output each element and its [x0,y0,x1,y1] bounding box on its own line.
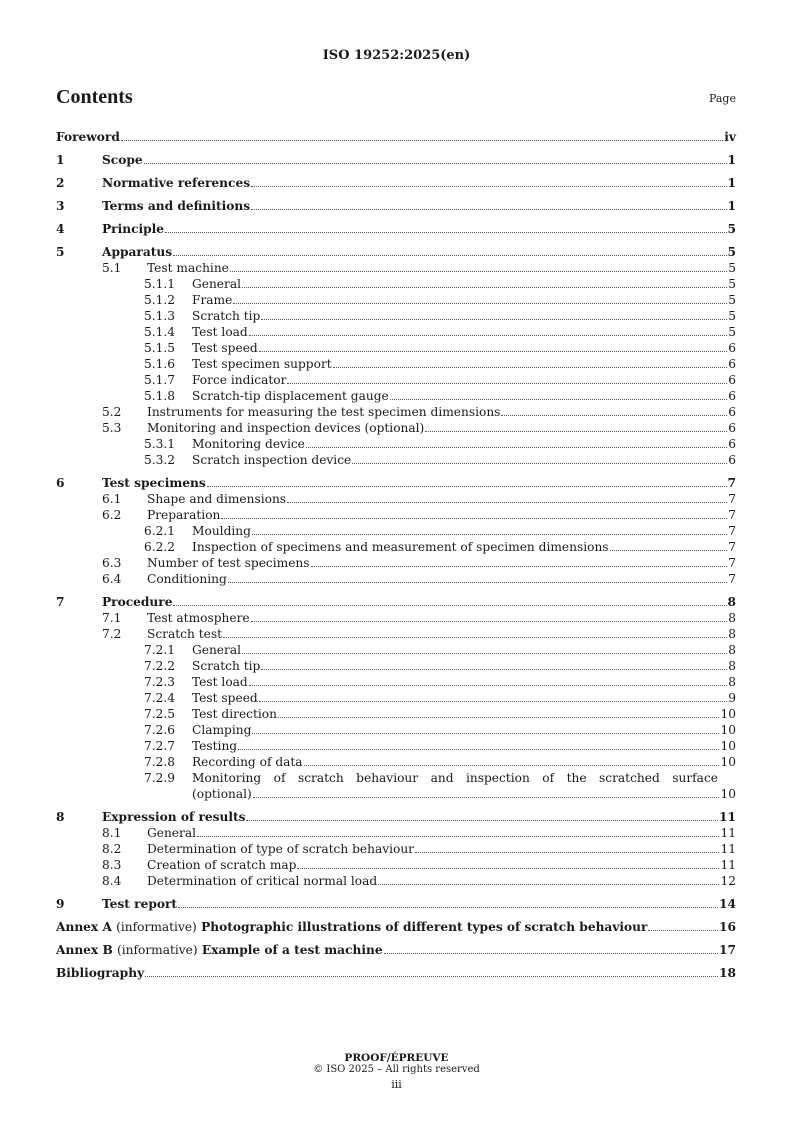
toc-title: Normative references [102,176,251,190]
copyright-notice: © ISO 2025 – All rights reserved [313,1064,480,1075]
toc-page: 8 [728,643,736,657]
toc-entry[interactable] [56,841,736,857]
toc-number: 7.2.2 [144,659,176,673]
annex-label: Annex A [56,920,112,934]
dot-leader [197,835,719,837]
toc-entry[interactable] [56,221,736,237]
dot-leader [261,668,727,670]
toc-page: 10 [720,739,736,753]
toc-number: 5.1 [102,261,122,275]
dot-leader [173,604,726,606]
toc-entry[interactable] [56,260,736,276]
toc-number: 5.1.4 [144,325,176,339]
toc-title: Test machine [147,261,229,275]
toc-number: 5.1.1 [144,277,176,291]
toc-entry[interactable] [56,452,736,468]
toc-title: Testing [192,739,238,753]
toc-entry[interactable] [56,658,736,674]
dot-leader [610,549,727,551]
toc-entry[interactable] [56,340,736,356]
toc-entry[interactable] [56,770,736,786]
toc-title: (optional) [192,787,252,801]
toc-page: 16 [719,920,736,934]
toc-entry[interactable] [56,276,736,292]
toc-entry[interactable] [56,539,736,555]
toc-number: 7.2.4 [144,691,176,705]
toc-number: 1 [56,153,65,167]
toc-title: Monitoring device [192,437,305,451]
toc-title: Number of test specimens [147,556,310,570]
dot-leader [252,533,727,535]
toc-number: 6.3 [102,556,122,570]
toc-number: 2 [56,176,65,190]
toc-title: Principle [102,222,165,236]
toc-entry[interactable] [56,372,736,388]
toc-entry-annex-a[interactable] [56,919,736,935]
toc-page: 7 [728,572,736,586]
toc-entry[interactable] [56,873,736,889]
toc-number: 6.4 [102,572,122,586]
toc-entry-annex-b[interactable] [56,942,736,958]
toc-page: 11 [720,858,736,872]
dot-leader [259,700,727,702]
dot-leader [253,796,720,798]
toc-page: 10 [720,787,736,801]
dot-leader [501,414,727,416]
toc-entry[interactable] [56,594,736,610]
toc-page: 6 [728,389,736,403]
toc-title: Clamping [192,723,252,737]
toc-title: General [192,277,241,291]
toc-entry[interactable] [56,356,736,372]
toc-page: 5 [727,222,736,236]
toc-title: Scratch-tip displacement gauge [192,389,389,403]
toc-entry[interactable] [56,475,736,491]
toc-number: 3 [56,199,65,213]
toc-page: 17 [719,943,736,957]
toc-number: 7.2.9 [144,771,176,785]
dot-leader [390,398,727,400]
toc-page: 8 [728,675,736,689]
toc-entry[interactable] [56,152,736,168]
dot-leader [352,462,727,464]
toc-number: 7.2.8 [144,755,176,769]
dot-leader [242,286,727,288]
toc-title: Scratch tip [192,309,261,323]
dot-leader [144,162,727,164]
toc-page: 10 [720,723,736,737]
dot-leader [251,208,726,210]
toc-title: General [147,826,196,840]
toc-entry[interactable] [56,642,736,658]
toc-title: Bibliography [56,966,145,980]
toc-entry[interactable] [56,722,736,738]
toc-page: 8 [727,595,736,609]
toc-page: 7 [728,524,736,538]
toc-entry[interactable] [56,198,736,214]
toc-title: Test atmosphere [147,611,250,625]
dot-leader [306,446,727,448]
toc-title: Terms and definitions [102,199,251,213]
dot-leader [297,867,719,869]
toc-page: 7 [728,540,736,554]
toc-number: 5.1.2 [144,293,176,307]
toc-number: 5.1.6 [144,357,176,371]
toc-title: Inspection of specimens and measurement of specimen dimensions [192,540,609,554]
toc-number: 5.1.3 [144,309,176,323]
dot-leader [121,139,723,141]
toc-page: 8 [728,627,736,641]
toc-title: Scratch tip [192,659,261,673]
annex-kind: (informative) [117,943,198,957]
toc-title: Scratch test [147,627,222,641]
toc-title: Recording of data [192,755,303,769]
toc-number: 5.1.8 [144,389,176,403]
toc-page: 7 [728,508,736,522]
toc-page: 5 [728,293,736,307]
toc-title: Test report [102,897,178,911]
toc-number: 8 [56,810,65,824]
toc-entry[interactable] [56,825,736,841]
toc-number: 5.2 [102,405,122,419]
dot-leader [278,716,720,718]
annex-title: Example of a test machine [201,943,383,957]
toc-entry[interactable] [56,175,736,191]
toc-page: 6 [728,437,736,451]
toc-title: Instruments for measuring the test specimen dimensions [147,405,501,419]
dot-leader [242,652,727,654]
toc-entry[interactable] [56,491,736,507]
toc-title: Moulding [192,524,251,538]
toc-entry[interactable] [56,809,736,825]
dot-leader [249,684,727,686]
toc-number: 8.2 [102,842,122,856]
dot-leader [384,952,718,954]
dot-leader [173,254,726,256]
toc-number: 7 [56,595,65,609]
toc-title: Test load [192,675,248,689]
toc-number: 7.2.5 [144,707,176,721]
toc-title: Frame [192,293,233,307]
toc-page: 6 [728,373,736,387]
toc-number: 5.3.1 [144,437,176,451]
dot-leader [251,620,727,622]
toc-number: 9 [56,897,65,911]
toc-entry-bibliography[interactable] [56,965,736,981]
toc-title: Expression of results [102,810,246,824]
toc-page: 9 [728,691,736,705]
dot-leader [249,334,727,336]
toc-entry[interactable] [56,555,736,571]
toc-page: 8 [728,611,736,625]
toc-number: 7.2 [102,627,122,641]
toc-entry-foreword[interactable] [56,129,736,145]
toc-title: Scratch inspection device [192,453,352,467]
toc-title: Determination of type of scratch behaviour [147,842,415,856]
toc-title: Scope [102,153,143,167]
toc-page: 1 [727,176,736,190]
toc-entry[interactable] [56,292,736,308]
toc-number: 7.2.6 [144,723,176,737]
toc-number: 7.2.1 [144,643,176,657]
dot-leader [178,906,718,908]
toc-entry[interactable] [56,610,736,626]
dot-leader [251,185,726,187]
toc-entry[interactable] [56,324,736,340]
dot-leader [287,382,727,384]
contents-title: Contents [56,86,133,108]
proof-label: PROOF/ÉPREUVE [344,1052,449,1064]
toc-number: 5.1.7 [144,373,176,387]
toc-number: 8.4 [102,874,122,888]
toc-entry[interactable] [56,754,736,770]
toc-page: 10 [720,755,736,769]
toc-title: Procedure [102,595,173,609]
toc-page: 12 [720,874,736,888]
toc-entry[interactable] [56,571,736,587]
dot-leader [425,430,727,432]
toc-page: 6 [728,453,736,467]
dot-leader [287,501,727,503]
dot-leader [228,581,727,583]
toc-page: 6 [728,405,736,419]
toc-page: 18 [719,966,736,980]
dot-leader [223,636,727,638]
dot-leader [252,732,719,734]
toc-title: Monitoring of scratch behaviour and inspection of the scratched surface [192,771,718,785]
toc-page: 5 [728,325,736,339]
toc-page: 5 [728,261,736,275]
toc-title: Test specimens [102,476,206,490]
toc-title: Test direction [192,707,277,721]
document-id-header: ISO 19252:2025(en) [322,48,471,63]
toc-entry[interactable] [56,674,736,690]
annex-kind: (informative) [116,920,197,934]
toc-entry[interactable] [56,420,736,436]
toc-title: Test speed [192,691,258,705]
toc-number: 7.2.7 [144,739,176,753]
toc-title: Test load [192,325,248,339]
dot-leader [304,764,720,766]
toc-title: Shape and dimensions [147,492,287,506]
toc-number: 7.2.3 [144,675,176,689]
toc-entry[interactable] [56,690,736,706]
dot-leader [261,318,727,320]
toc-number: 8.3 [102,858,122,872]
toc-page: 5 [727,245,736,259]
toc-title: General [192,643,241,657]
dot-leader [233,302,727,304]
toc-page: 6 [728,341,736,355]
page-column-label: Page [708,92,736,105]
toc-title: Monitoring and inspection devices (optional) [147,421,425,435]
toc-entry[interactable] [56,857,736,873]
toc-page: 6 [728,357,736,371]
dot-leader [259,350,727,352]
dot-leader [230,270,727,272]
toc-number: 8.1 [102,826,122,840]
toc-number: 4 [56,222,65,236]
toc-number: 5.1.5 [144,341,176,355]
toc-entry[interactable] [56,706,736,722]
dot-leader [311,565,727,567]
toc-entry[interactable] [56,244,736,260]
dot-leader [246,819,718,821]
toc-entry[interactable] [56,308,736,324]
toc-page: 6 [728,421,736,435]
toc-entry[interactable] [56,404,736,420]
toc-title: Apparatus [102,245,173,259]
dot-leader [145,975,718,977]
toc-page: 7 [728,556,736,570]
toc-number: 6.2.1 [144,524,176,538]
toc-page: 1 [727,199,736,213]
toc-title: Conditioning [147,572,227,586]
toc-title: Test specimen support [192,357,332,371]
toc-title: Determination of critical normal load [147,874,378,888]
toc-title: Test speed [192,341,258,355]
toc-page: 1 [727,153,736,167]
dot-leader [648,929,718,931]
toc-entry[interactable] [56,507,736,523]
dot-leader [207,485,727,487]
toc-number: 5.3.2 [144,453,176,467]
toc-page: 11 [720,842,736,856]
toc-page: 14 [719,897,736,911]
dot-leader [378,883,719,885]
toc-number: 5.3 [102,421,122,435]
toc-page: 5 [728,277,736,291]
toc-number: 6.2.2 [144,540,176,554]
toc-number: 5 [56,245,65,259]
toc-entry[interactable] [56,388,736,404]
page-footer [0,1052,793,1091]
toc-number: 6.1 [102,492,122,506]
toc-entry[interactable] [56,738,736,754]
toc-page: 10 [720,707,736,721]
toc-page: 5 [728,309,736,323]
toc-title: Force indicator [192,373,287,387]
toc-page: 7 [727,476,736,490]
toc-number: 6.2 [102,508,122,522]
dot-leader [333,366,727,368]
toc-entry[interactable] [56,436,736,452]
toc-page: 11 [720,826,736,840]
toc-entry[interactable] [56,896,736,912]
dot-leader [415,851,719,853]
toc-page: 8 [728,659,736,673]
toc-entry-continuation[interactable] [56,786,736,802]
toc-title: Preparation [147,508,221,522]
dot-leader [238,748,719,750]
page-number: iii [391,1078,402,1091]
dot-leader [221,517,727,519]
annex-label: Annex B [56,943,113,957]
toc-title: Foreword [56,130,120,144]
toc-entry[interactable] [56,626,736,642]
dot-leader [165,231,726,233]
toc-page: 7 [728,492,736,506]
toc-number: 7.1 [102,611,122,625]
toc-entry[interactable] [56,523,736,539]
annex-title: Photographic illustrations of different types of scratch behaviour [201,920,648,934]
toc-number: 6 [56,476,65,490]
toc-page: iv [724,130,736,144]
toc-title: Creation of scratch map [147,858,297,872]
table-of-contents [56,129,736,981]
toc-page: 11 [719,810,736,824]
